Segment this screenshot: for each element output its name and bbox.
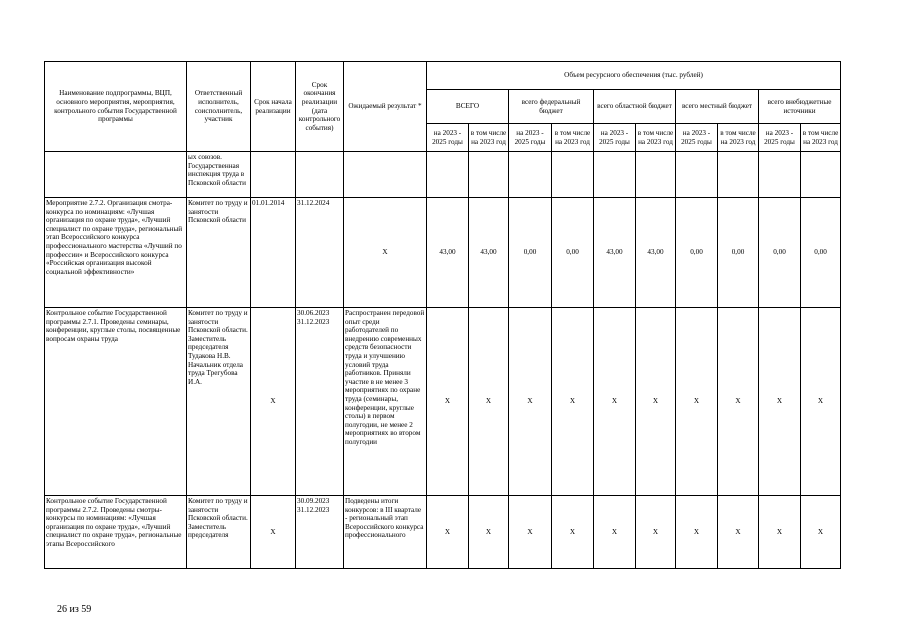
- header-sub-total: на 2023 - 2025 годы: [759, 124, 801, 152]
- row-start: X: [251, 308, 296, 496]
- header-result: Ожидаемый результат *: [344, 62, 427, 152]
- header-group-federal: всего федеральный бюджет: [509, 90, 594, 124]
- row-value: X: [469, 308, 509, 496]
- row-value: X: [636, 308, 676, 496]
- row-value: 43,00: [594, 198, 636, 308]
- resource-table: [44, 61, 841, 569]
- header-resources: Объем ресурсного обеспечения (тыс. рублей): [427, 62, 841, 90]
- row-value: X: [759, 496, 801, 569]
- row-start: X: [251, 496, 296, 569]
- header-name: Наименование подпрограммы, ВЦП, основного мероприятия, мероприятия, контрольного события Государственной программы: [45, 62, 187, 152]
- row-value: 0,00: [676, 198, 718, 308]
- row-result: Распространен передовой опыт среди работодателей по внедрению современных средств безопасности труда и улучшению условий труда работников. Приняли участие в не менее 3 мероприятиях по охране труда (семинары, конференции, круглые столы) в первом полугодии, не менее 2 мероприятиях во втором полугодии: [344, 308, 427, 496]
- header-group-extrabudget: всего внебюджетные источники: [759, 90, 841, 124]
- row-result: Подведены итоги конкурсов: в III квартале - региональный этап Всероссийского конкурса профессионального: [344, 496, 427, 569]
- header-sub-total: на 2023 - 2025 годы: [676, 124, 718, 152]
- row-name: Контрольное событие Государственной программы 2.7.2. Проведены смотры-конкурсы по номинациям: «Лучшая организация по охране труда», «Лучший специалист по охране труда», региональные этапы Всероссийского: [45, 496, 187, 569]
- table-row: [45, 496, 841, 569]
- row-value: X: [509, 308, 552, 496]
- row-value: 43,00: [427, 198, 469, 308]
- row-value: X: [594, 496, 636, 569]
- row-name: [45, 152, 187, 198]
- header-sub-total: на 2023 - 2025 годы: [594, 124, 636, 152]
- row-start: [251, 152, 296, 198]
- row-value: 43,00: [469, 198, 509, 308]
- header-executor: Ответственный исполнитель, соисполнитель, участник: [187, 62, 251, 152]
- header-end: Срок окончания реализации (дата контрольного события): [296, 62, 344, 152]
- row-value: [801, 152, 841, 198]
- row-value: 0,00: [759, 198, 801, 308]
- row-result: [344, 152, 427, 198]
- header-sub-year: в том числе на 2023 год: [718, 124, 759, 152]
- row-start: 01.01.2014: [251, 198, 296, 308]
- row-executor: Комитет по труду и занятости Псковской области. Заместитель председателя Тудакова Н.В. Начальник отдела труда Трегубова И.А.: [187, 308, 251, 496]
- header-group-regional: всего областной бюджет: [594, 90, 676, 124]
- row-value: [469, 152, 509, 198]
- row-value: [636, 152, 676, 198]
- row-value: X: [676, 496, 718, 569]
- row-end: 31.12.2024: [296, 198, 344, 308]
- row-value: X: [552, 496, 594, 569]
- row-value: [759, 152, 801, 198]
- row-name: Мероприятие 2.7.2. Организация смотра-конкурса по номинациям: «Лучшая организация по охране труда», «Лучший специалист по охране труда», региональный этап Всероссийского конкурса профессионального мастерства «Лучший по профессии» и Всероссийского конкурса «Российская организация высокой социальной эффективности»: [45, 198, 187, 308]
- header-sub-total: на 2023 - 2025 годы: [427, 124, 469, 152]
- header-sub-year: в том числе на 2023 год: [801, 124, 841, 152]
- row-value: X: [718, 496, 759, 569]
- header-sub-total: на 2023 - 2025 годы: [509, 124, 552, 152]
- row-value: X: [509, 496, 552, 569]
- row-value: [718, 152, 759, 198]
- row-value: X: [427, 308, 469, 496]
- row-value: 43,00: [636, 198, 676, 308]
- row-end: [296, 152, 344, 198]
- row-value: [509, 152, 552, 198]
- table-row: [45, 198, 841, 308]
- row-executor: ых союзов. Государственная инспекция труда в Псковской области: [187, 152, 251, 198]
- row-value: X: [427, 496, 469, 569]
- row-value: X: [801, 308, 841, 496]
- row-value: [594, 152, 636, 198]
- header-start: Срок начала реализации: [251, 62, 296, 152]
- table-row: [45, 308, 841, 496]
- row-value: [552, 152, 594, 198]
- row-value: 0,00: [552, 198, 594, 308]
- row-value: X: [552, 308, 594, 496]
- row-value: [427, 152, 469, 198]
- header-group-total: ВСЕГО: [427, 90, 509, 124]
- header-sub-year: в том числе на 2023 год: [469, 124, 509, 152]
- row-value: X: [718, 308, 759, 496]
- row-value: X: [759, 308, 801, 496]
- row-value: 0,00: [718, 198, 759, 308]
- row-value: 0,00: [801, 198, 841, 308]
- row-name: Контрольное событие Государственной программы 2.7.1. Проведены семинары, конференции, круглые столы, посвященные вопросам охраны труда: [45, 308, 187, 496]
- row-value: X: [636, 496, 676, 569]
- row-result: X: [344, 198, 427, 308]
- row-executor: Комитет по труду и занятости Псковской области: [187, 198, 251, 308]
- header-sub-year: в том числе на 2023 год: [636, 124, 676, 152]
- table-row: [45, 152, 841, 198]
- row-value: X: [469, 496, 509, 569]
- row-value: X: [801, 496, 841, 569]
- row-end: 30.06.2023 31.12.2023: [296, 308, 344, 496]
- header-group-local: всего местный бюджет: [676, 90, 759, 124]
- page-number: 26 из 59: [57, 604, 92, 615]
- row-end: 30.09.2023 31.12.2023: [296, 496, 344, 569]
- row-value: X: [594, 308, 636, 496]
- row-value: [676, 152, 718, 198]
- row-value: 0,00: [509, 198, 552, 308]
- row-value: X: [676, 308, 718, 496]
- header-sub-year: в том числе на 2023 год: [552, 124, 594, 152]
- row-executor: Комитет по труду и занятости Псковской области. Заместитель председателя: [187, 496, 251, 569]
